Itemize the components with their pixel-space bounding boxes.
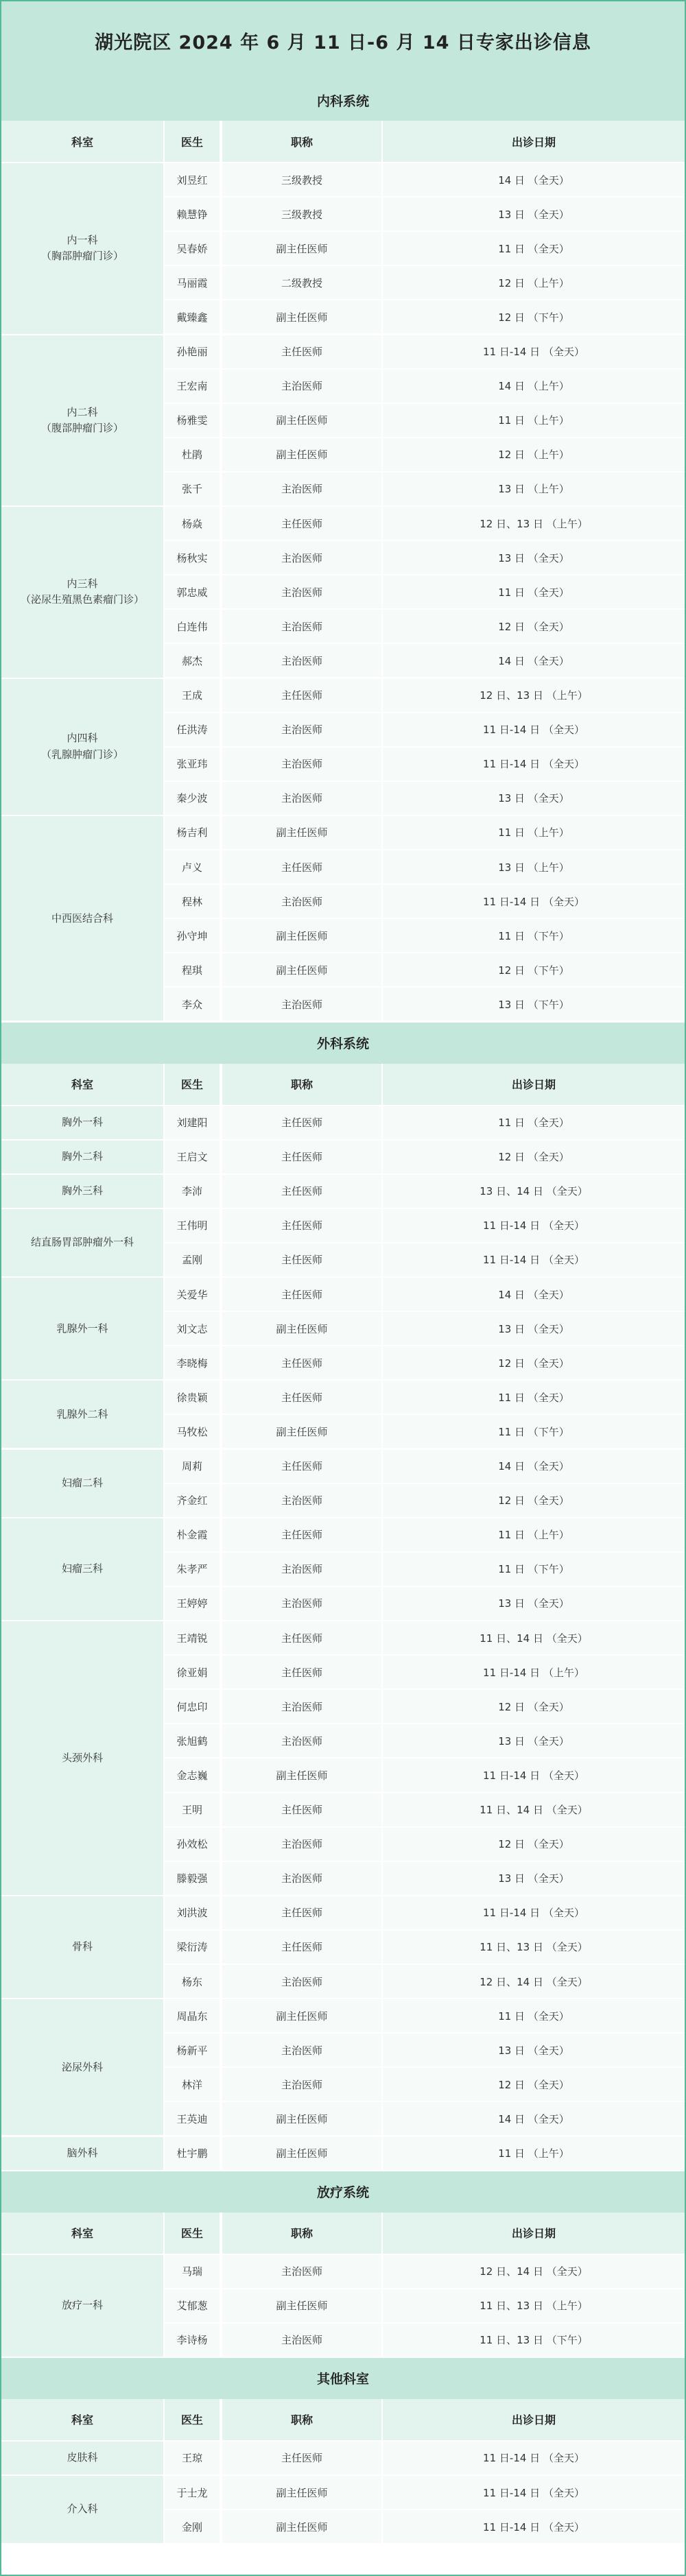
doctor-name: 金志巍 (165, 1758, 220, 1791)
department-subtitle: （乳腺肿瘤门诊） (40, 748, 123, 761)
clinic-date: 11 日-14 日 （全天） (383, 1758, 685, 1791)
clinic-date: 14 日 （全天） (383, 2102, 685, 2135)
department-subtitle: （胸部肿瘤门诊） (40, 250, 123, 263)
doctor-title: 副主任医师 (222, 2137, 381, 2170)
clinic-date: 12 日 （全天） (383, 2068, 685, 2101)
clinic-date: 12 日 （全天） (383, 1690, 685, 1723)
doctor-name: 李诗杨 (165, 2324, 220, 2357)
doctor-title: 主治医师 (222, 541, 381, 574)
clinic-date: 12 日 （下午） (383, 953, 685, 986)
clinic-date: 11 日 （全天） (383, 1106, 685, 1139)
department-cell (1, 1209, 163, 1276)
clinic-date: 13 日 （下午） (383, 988, 685, 1021)
clinic-date: 11 日 （下午） (383, 919, 685, 952)
doctor-name: 张旭鹤 (165, 1724, 220, 1757)
clinic-date: 11 日 （上午） (383, 816, 685, 849)
doctor-title: 副主任医师 (222, 1415, 381, 1448)
doctor-title: 主任医师 (222, 507, 381, 540)
clinic-date: 11 日-14 日 （全天） (383, 1243, 685, 1276)
department-cell (1, 2442, 163, 2474)
doctor-title: 主治医师 (222, 610, 381, 643)
doctor-title: 主任医师 (222, 679, 381, 712)
department-cell (1, 1106, 163, 1139)
clinic-date: 13 日 （上午） (383, 850, 685, 883)
doctor-name: 任洪涛 (165, 713, 220, 746)
doctor-name: 王宏南 (165, 370, 220, 403)
department-name: 头颈外科 (61, 1751, 103, 1764)
clinic-date: 13 日 （全天） (383, 1587, 685, 1620)
column-header-date: 出诊日期 (383, 121, 685, 162)
clinic-date: 12 日、13 日 （上午） (383, 507, 685, 540)
department-cell (1, 2476, 163, 2543)
clinic-date: 14 日 （全天） (383, 1450, 685, 1483)
section-header: 放疗系统 (1, 2171, 685, 2213)
department-name: 妇瘤三科 (61, 1562, 103, 1575)
doctor-name: 王明 (165, 1793, 220, 1826)
section-header: 外科系统 (1, 1023, 685, 1064)
doctor-title: 主治医师 (222, 473, 381, 505)
clinic-date: 12 日、14 日 （全天） (383, 2255, 685, 2288)
clinic-date: 11 日-14 日 （全天） (383, 713, 685, 746)
doctor-title: 副主任医师 (222, 2289, 381, 2322)
doctor-name: 马牧松 (165, 1415, 220, 1448)
doctor-name: 李晓梅 (165, 1346, 220, 1379)
clinic-date: 13 日、14 日 （全天） (383, 1175, 685, 1208)
doctor-name: 刘文志 (165, 1312, 220, 1345)
doctor-name: 王靖锐 (165, 1621, 220, 1654)
department-name: 胸外三科 (61, 1184, 103, 1197)
doctor-name: 杨新平 (165, 2034, 220, 2066)
column-header-doctor: 医生 (165, 1064, 220, 1105)
clinic-date: 12 日、14 日 （全天） (383, 1965, 685, 1998)
doctor-name: 戴臻鑫 (165, 300, 220, 333)
clinic-date: 11 日-14 日 （全天） (383, 335, 685, 368)
doctor-title: 副主任医师 (222, 300, 381, 333)
doctor-name: 郝杰 (165, 644, 220, 677)
doctor-name: 齐金红 (165, 1484, 220, 1517)
doctor-title: 主治医师 (222, 1862, 381, 1895)
clinic-date: 11 日-14 日 （全天） (383, 1209, 685, 1242)
doctor-title: 主治医师 (222, 1965, 381, 1998)
department-cell (1, 679, 163, 815)
column-header-title: 职称 (222, 121, 381, 162)
doctor-title: 主任医师 (222, 1175, 381, 1208)
doctor-title: 副主任医师 (222, 2510, 381, 2543)
clinic-date: 13 日 （全天） (383, 782, 685, 815)
department-cell (1, 1621, 163, 1895)
department-name: 胸外一科 (61, 1115, 103, 1128)
doctor-name: 马瑞 (165, 2255, 220, 2288)
doctor-title: 主任医师 (222, 1793, 381, 1826)
department-name: 泌尿外科 (61, 2060, 103, 2073)
doctor-name: 程琪 (165, 953, 220, 986)
doctor-title: 主任医师 (222, 1621, 381, 1654)
doctor-title: 副主任医师 (222, 2476, 381, 2509)
clinic-date: 13 日 （上午） (383, 473, 685, 505)
clinic-date: 13 日 （全天） (383, 2034, 685, 2066)
doctor-name: 杨东 (165, 1965, 220, 1998)
department-cell (1, 163, 163, 334)
doctor-name: 李众 (165, 988, 220, 1021)
clinic-date: 11 日、13 日 （上午） (383, 2289, 685, 2322)
doctor-title: 主治医师 (222, 988, 381, 1021)
column-header-date: 出诊日期 (383, 2213, 685, 2254)
doctor-title: 副主任医师 (222, 1312, 381, 1345)
doctor-name: 于士龙 (165, 2476, 220, 2509)
doctor-title: 主任医师 (222, 1346, 381, 1379)
doctor-title: 副主任医师 (222, 919, 381, 952)
doctor-title: 副主任医师 (222, 232, 381, 265)
department-cell (1, 1518, 163, 1620)
clinic-date: 11 日 （全天） (383, 232, 685, 265)
doctor-name: 周莉 (165, 1450, 220, 1483)
department-cell (1, 1381, 163, 1448)
department-cell (1, 1896, 163, 1998)
department-subtitle: （泌尿生殖黑色素瘤门诊） (20, 593, 144, 606)
clinic-date: 13 日 （全天） (383, 198, 685, 230)
column-header-doctor: 医生 (165, 2399, 220, 2440)
doctor-name: 徐贵颖 (165, 1381, 220, 1414)
doctor-title: 主任医师 (222, 335, 381, 368)
doctor-name: 滕毅强 (165, 1862, 220, 1895)
doctor-title: 主治医师 (222, 575, 381, 608)
doctor-title: 主治医师 (222, 370, 381, 403)
doctor-title: 主治医师 (222, 1484, 381, 1517)
clinic-date: 12 日 （全天） (383, 1828, 685, 1861)
clinic-date: 13 日 （全天） (383, 1862, 685, 1895)
doctor-name: 周晶东 (165, 1999, 220, 2032)
column-header-date: 出诊日期 (383, 1064, 685, 1105)
doctor-name: 王伟明 (165, 1209, 220, 1242)
doctor-title: 主治医师 (222, 1724, 381, 1757)
doctor-title: 副主任医师 (222, 816, 381, 849)
doctor-name: 孙艳丽 (165, 335, 220, 368)
clinic-date: 12 日 （全天） (383, 1484, 685, 1517)
doctor-title: 主治医师 (222, 748, 381, 780)
doctor-name: 王婷婷 (165, 1587, 220, 1620)
clinic-date: 12 日 （上午） (383, 438, 685, 471)
doctor-title: 主治医师 (222, 2068, 381, 2101)
clinic-date: 14 日 （全天） (383, 163, 685, 196)
doctor-name: 张千 (165, 473, 220, 505)
doctor-name: 何忠印 (165, 1690, 220, 1723)
department-name: 妇瘤二科 (61, 1476, 103, 1489)
doctor-title: 主任医师 (222, 1896, 381, 1929)
doctor-name: 刘洪波 (165, 1896, 220, 1929)
doctor-title: 主治医师 (222, 1587, 381, 1620)
doctor-name: 杨吉利 (165, 816, 220, 849)
doctor-name: 朱孝严 (165, 1553, 220, 1586)
doctor-title: 副主任医师 (222, 1758, 381, 1791)
department-name: 脑外科 (67, 2146, 98, 2159)
doctor-title: 主治医师 (222, 885, 381, 918)
doctor-title: 主任医师 (222, 2442, 381, 2474)
doctor-title: 主治医师 (222, 1690, 381, 1723)
doctor-name: 马丽霞 (165, 266, 220, 299)
doctor-name: 徐亚娟 (165, 1656, 220, 1689)
section-header: 其他科室 (1, 2358, 685, 2399)
department-cell (1, 335, 163, 506)
department-cell (1, 2255, 163, 2357)
doctor-name: 吴春娇 (165, 232, 220, 265)
column-header-title: 职称 (222, 2213, 381, 2254)
department-name: 内二科 (67, 405, 98, 418)
column-header-department: 科室 (1, 1064, 163, 1105)
doctor-name: 郭忠威 (165, 575, 220, 608)
department-name: 中西医结合科 (51, 911, 113, 925)
department-cell (1, 1278, 163, 1379)
clinic-date: 11 日 （上午） (383, 2137, 685, 2170)
doctor-title: 主任医师 (222, 1518, 381, 1551)
clinic-date: 12 日 （全天） (383, 1141, 685, 1173)
clinic-date: 11 日-14 日 （全天） (383, 748, 685, 780)
column-header-title: 职称 (222, 1064, 381, 1105)
doctor-name: 孙效松 (165, 1828, 220, 1861)
clinic-date: 11 日、13 日 （下午） (383, 2324, 685, 2357)
doctor-title: 主任医师 (222, 1656, 381, 1689)
doctor-title: 副主任医师 (222, 2102, 381, 2135)
department-name: 乳腺外一科 (56, 1322, 108, 1335)
doctor-name: 杜宇鹏 (165, 2137, 220, 2170)
column-header-department: 科室 (1, 121, 163, 162)
doctor-title: 主任医师 (222, 850, 381, 883)
doctor-name: 李沛 (165, 1175, 220, 1208)
column-header-title: 职称 (222, 2399, 381, 2440)
section-header: 内科系统 (1, 80, 685, 121)
department-name: 介入科 (67, 2503, 98, 2516)
doctor-name: 王成 (165, 679, 220, 712)
department-name: 乳腺外二科 (56, 1407, 108, 1420)
column-header-date: 出诊日期 (383, 2399, 685, 2440)
doctor-title: 主任医师 (222, 1106, 381, 1139)
department-cell (1, 1999, 163, 2135)
department-name: 皮肤科 (67, 2451, 98, 2464)
doctor-title: 主治医师 (222, 1553, 381, 1586)
doctor-name: 王启文 (165, 1141, 220, 1173)
department-name: 胸外二科 (61, 1150, 103, 1163)
clinic-date: 11 日、14 日 （全天） (383, 1793, 685, 1826)
clinic-date: 11 日、13 日 （全天） (383, 1931, 685, 1964)
doctor-title: 主治医师 (222, 782, 381, 815)
doctor-name: 王琼 (165, 2442, 220, 2474)
doctor-title: 主治医师 (222, 2034, 381, 2066)
doctor-title: 主治医师 (222, 713, 381, 746)
doctor-title: 主治医师 (222, 1828, 381, 1861)
doctor-name: 孙守坤 (165, 919, 220, 952)
doctor-name: 艾郁葱 (165, 2289, 220, 2322)
doctor-title: 主治医师 (222, 2324, 381, 2357)
doctor-name: 王英迪 (165, 2102, 220, 2135)
doctor-title: 三级教授 (222, 163, 381, 196)
clinic-date: 11 日 （全天） (383, 575, 685, 608)
clinic-date: 12 日 （上午） (383, 266, 685, 299)
page-title: 湖光院区 2024 年 6 月 11 日-6 月 14 日专家出诊信息 (1, 1, 685, 80)
doctor-name: 赖慧铮 (165, 198, 220, 230)
department-name: 内三科 (67, 577, 98, 590)
doctor-title: 主任医师 (222, 1278, 381, 1311)
department-name: 骨科 (71, 1940, 93, 1953)
clinic-date: 13 日 （全天） (383, 1724, 685, 1757)
doctor-title: 主任医师 (222, 1141, 381, 1173)
clinic-date: 11 日-14 日 （全天） (383, 1896, 685, 1929)
doctor-title: 主任医师 (222, 1381, 381, 1414)
doctor-title: 副主任医师 (222, 953, 381, 986)
doctor-name: 朴金霞 (165, 1518, 220, 1551)
doctor-title: 三级教授 (222, 198, 381, 230)
column-header-doctor: 医生 (165, 2213, 220, 2254)
doctor-name: 林洋 (165, 2068, 220, 2101)
doctor-name: 张亚玮 (165, 748, 220, 780)
clinic-date: 13 日 （全天） (383, 1312, 685, 1345)
clinic-date: 11 日 （全天） (383, 1381, 685, 1414)
doctor-name: 杨雅雯 (165, 404, 220, 437)
clinic-date: 11 日、14 日 （全天） (383, 1621, 685, 1654)
clinic-date: 13 日 （全天） (383, 541, 685, 574)
department-cell (1, 2137, 163, 2170)
column-header-department: 科室 (1, 2399, 163, 2440)
clinic-date: 12 日、13 日 （上午） (383, 679, 685, 712)
doctor-title: 副主任医师 (222, 438, 381, 471)
doctor-title: 主任医师 (222, 1931, 381, 1964)
clinic-date: 12 日 （全天） (383, 610, 685, 643)
clinic-date: 11 日-14 日 （全天） (383, 2442, 685, 2474)
doctor-title: 主任医师 (222, 1450, 381, 1483)
column-header-doctor: 医生 (165, 121, 220, 162)
doctor-title: 主任医师 (222, 1209, 381, 1242)
department-name: 结直肠胃部肿瘤外一科 (30, 1236, 134, 1249)
doctor-name: 白连伟 (165, 610, 220, 643)
clinic-date: 14 日 （全天） (383, 1278, 685, 1311)
doctor-title: 副主任医师 (222, 404, 381, 437)
clinic-date: 11 日-14 日 （全天） (383, 2510, 685, 2543)
clinic-date: 11 日 （下午） (383, 1553, 685, 1586)
department-cell (1, 816, 163, 1021)
clinic-date: 11 日 （全天） (383, 1999, 685, 2032)
doctor-title: 主治医师 (222, 644, 381, 677)
clinic-date: 12 日 （下午） (383, 300, 685, 333)
clinic-date: 11 日-14 日 （上午） (383, 1656, 685, 1689)
doctor-name: 杜鹃 (165, 438, 220, 471)
doctor-name: 梁衍涛 (165, 1931, 220, 1964)
doctor-name: 刘建阳 (165, 1106, 220, 1139)
column-header-department: 科室 (1, 2213, 163, 2254)
doctor-name: 杨秋实 (165, 541, 220, 574)
department-cell (1, 1175, 163, 1208)
department-subtitle: （腹部肿瘤门诊） (40, 421, 123, 434)
clinic-date: 14 日 （全天） (383, 644, 685, 677)
clinic-date: 14 日 （上午） (383, 370, 685, 403)
doctor-name: 卢义 (165, 850, 220, 883)
department-name: 内一科 (67, 234, 98, 246)
clinic-date: 11 日 （上午） (383, 1518, 685, 1551)
clinic-date: 11 日 （上午） (383, 404, 685, 437)
doctor-name: 杨焱 (165, 507, 220, 540)
clinic-date: 11 日-14 日 （全天） (383, 2476, 685, 2509)
doctor-name: 刘昱红 (165, 163, 220, 196)
doctor-title: 副主任医师 (222, 1999, 381, 2032)
doctor-name: 孟刚 (165, 1243, 220, 1276)
doctor-title: 主任医师 (222, 1243, 381, 1276)
doctor-title: 二级教授 (222, 266, 381, 299)
clinic-date: 11 日 （下午） (383, 1415, 685, 1448)
department-name: 放疗一科 (61, 2299, 103, 2312)
doctor-name: 秦少波 (165, 782, 220, 815)
clinic-date: 12 日 （全天） (383, 1346, 685, 1379)
doctor-name: 关爱华 (165, 1278, 220, 1311)
department-name: 内四科 (67, 732, 98, 745)
doctor-title: 主治医师 (222, 2255, 381, 2288)
department-cell (1, 1450, 163, 1517)
department-cell (1, 507, 163, 678)
department-cell (1, 1141, 163, 1173)
doctor-name: 金刚 (165, 2510, 220, 2543)
clinic-date: 11 日-14 日 （全天） (383, 885, 685, 918)
doctor-name: 程林 (165, 885, 220, 918)
